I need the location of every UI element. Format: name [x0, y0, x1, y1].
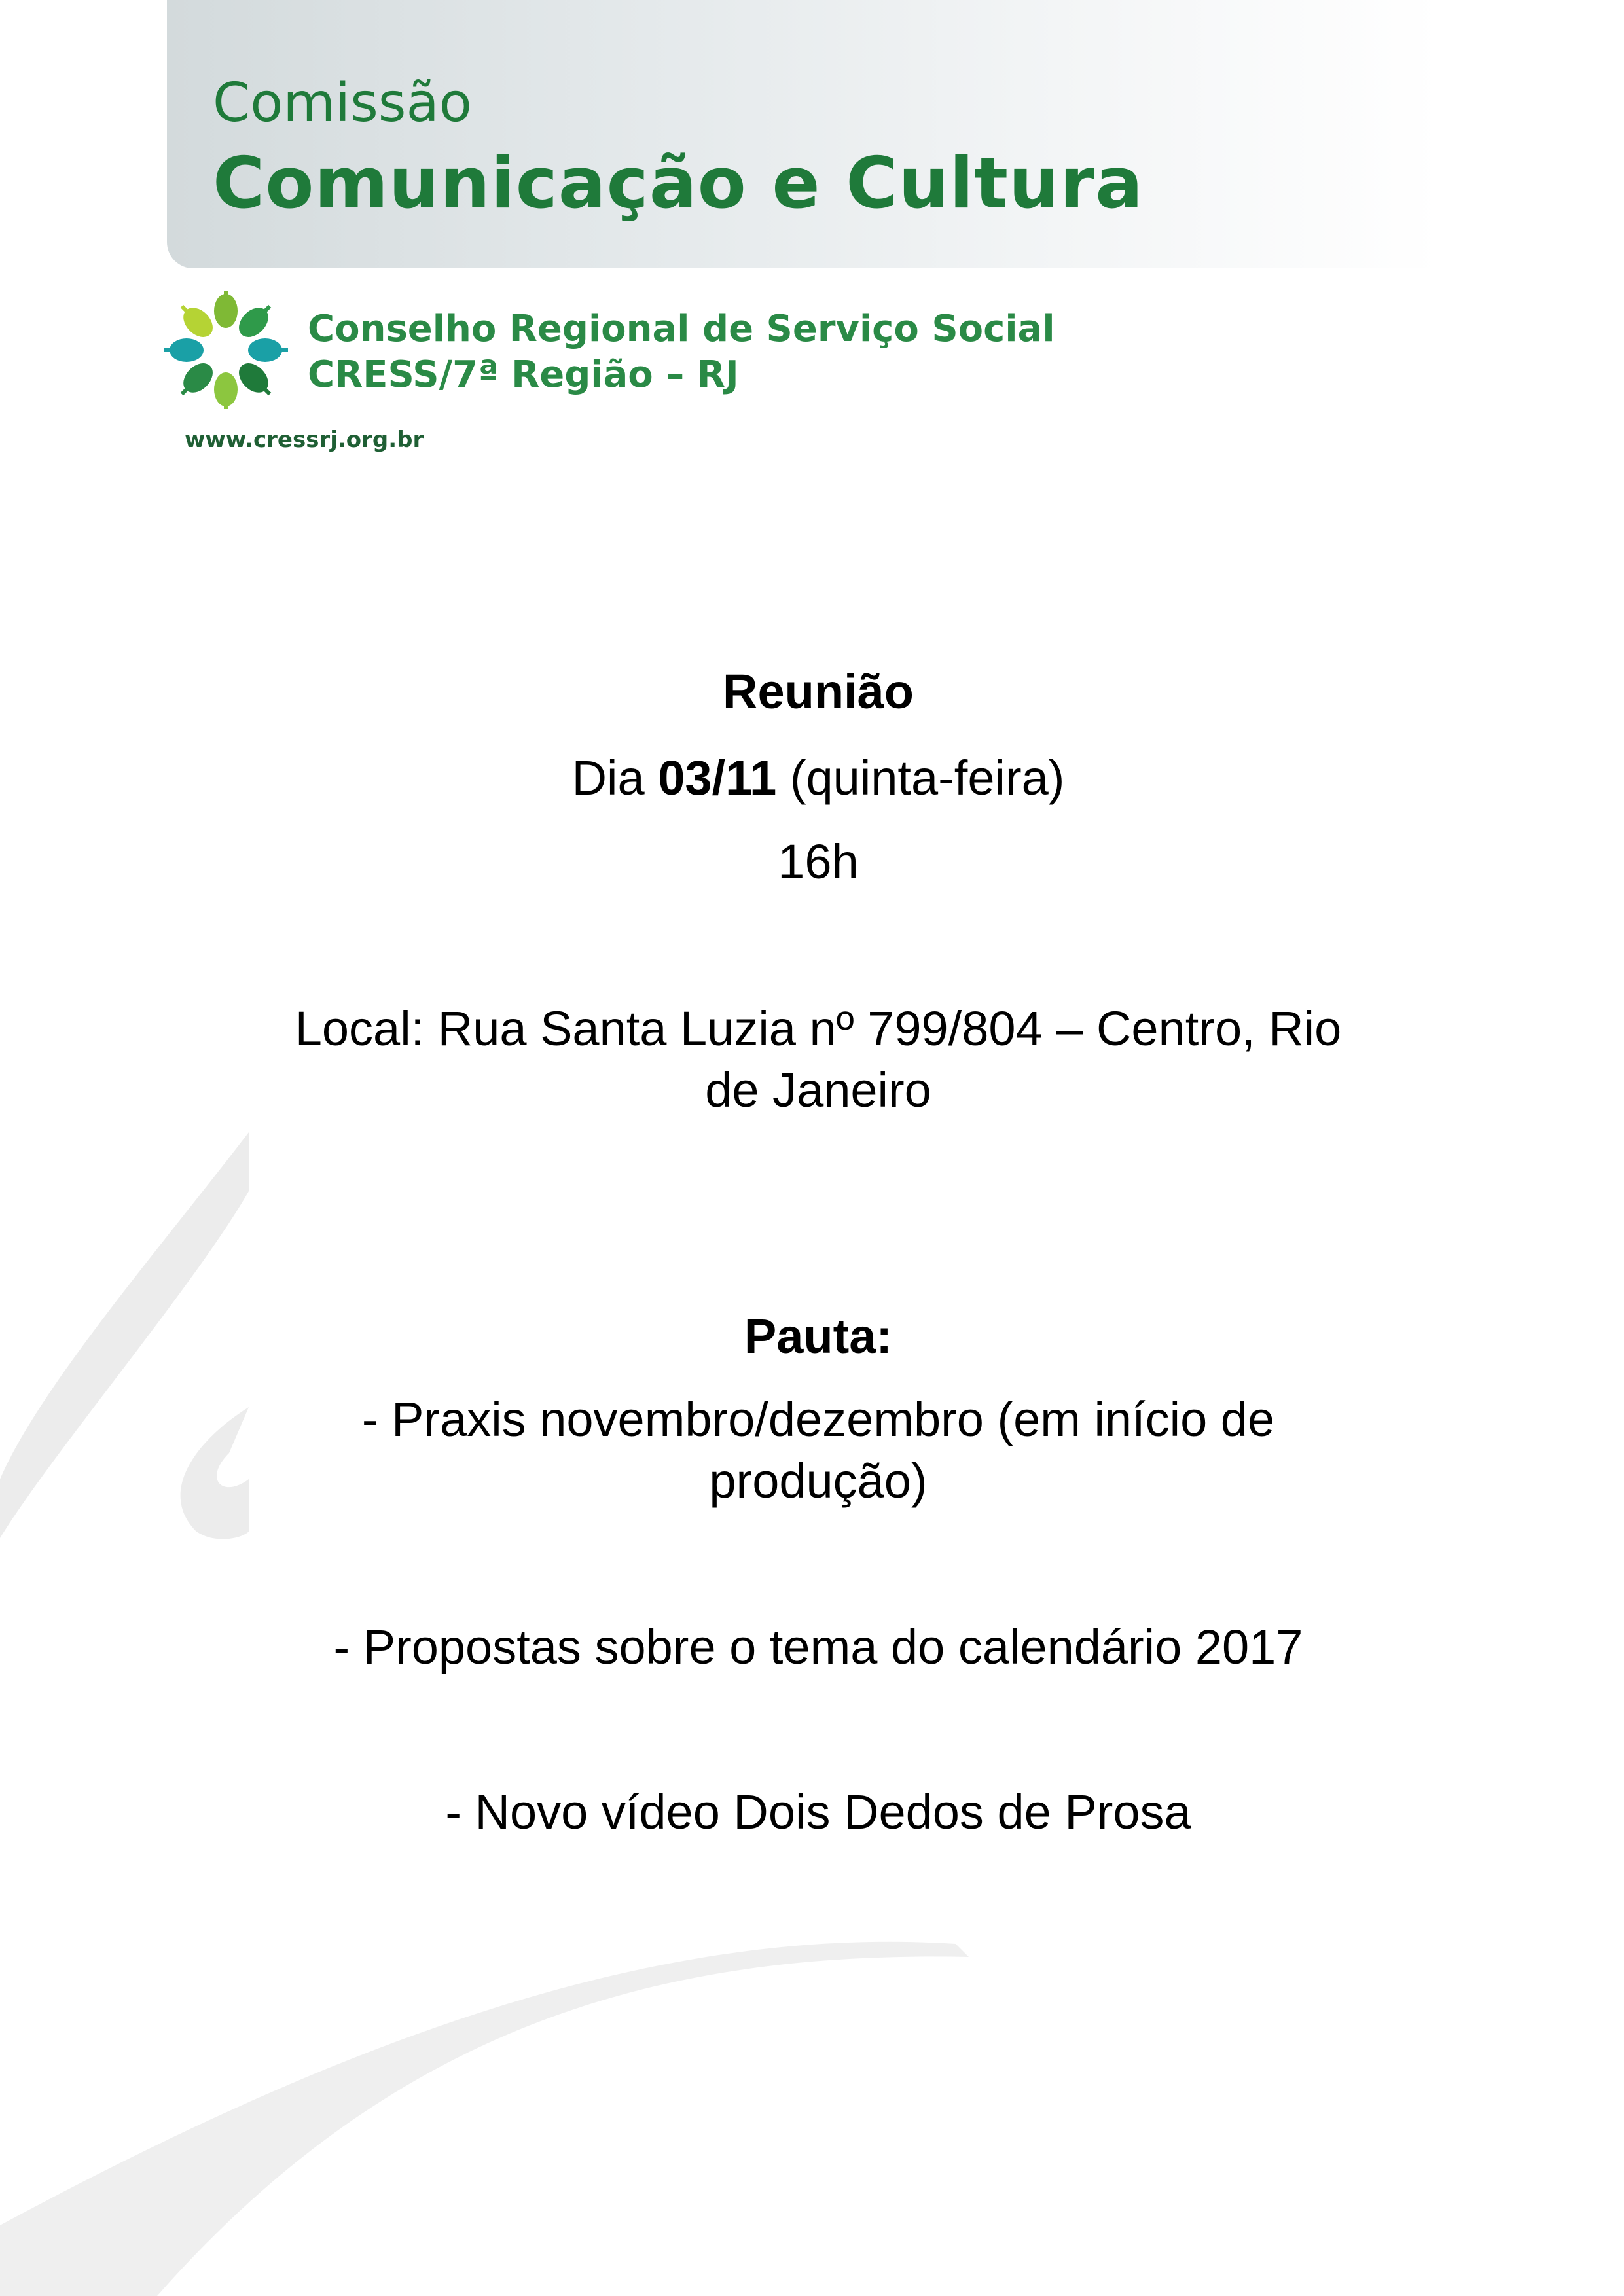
hands-circle-logo-icon [164, 291, 288, 409]
meeting-time: 16h [778, 834, 859, 889]
org-name: Conselho Regional de Serviço Social [308, 308, 1055, 350]
date-prefix: Dia [571, 751, 659, 805]
agenda-item [262, 1389, 1375, 1512]
meeting-weekday: (quinta-feira) [776, 751, 1065, 805]
org-region: CRESS/7ª Região – RJ [308, 353, 739, 396]
agenda-item-3: - Novo vídeo Dois Dedos de Prosa [445, 1785, 1191, 1839]
location-line-1: Local: Rua Santa Luzia nº 799/804 – Centro, Rio [295, 1001, 1342, 1056]
meeting-date-line [262, 747, 1375, 809]
commission-name: Comunicação e Cultura [213, 143, 1144, 224]
meeting-block [262, 661, 1375, 723]
agenda-item-1-line-2: produção) [709, 1454, 928, 1508]
agenda-item-2: - Propostas sobre o tema do calendário 2017 [333, 1620, 1303, 1674]
location-line-2: de Janeiro [705, 1063, 931, 1117]
agenda-item [262, 1782, 1375, 1843]
background-swoosh [0, 1113, 1624, 2296]
meeting-location [262, 998, 1375, 1121]
agenda-heading: Pauta: [744, 1309, 893, 1363]
header-band [167, 0, 1440, 268]
agenda-item [262, 1617, 1375, 1678]
agenda-item-1-line-1: - Praxis novembro/dezembro (em início de [361, 1392, 1275, 1446]
meeting-title: Reunião [723, 664, 914, 719]
meeting-time-line [262, 831, 1375, 893]
meeting-date: 03/11 [658, 751, 777, 805]
org-website: www.cressrj.org.br [185, 427, 424, 453]
commission-label: Comissão [213, 72, 472, 134]
agenda-heading-block [262, 1306, 1375, 1367]
